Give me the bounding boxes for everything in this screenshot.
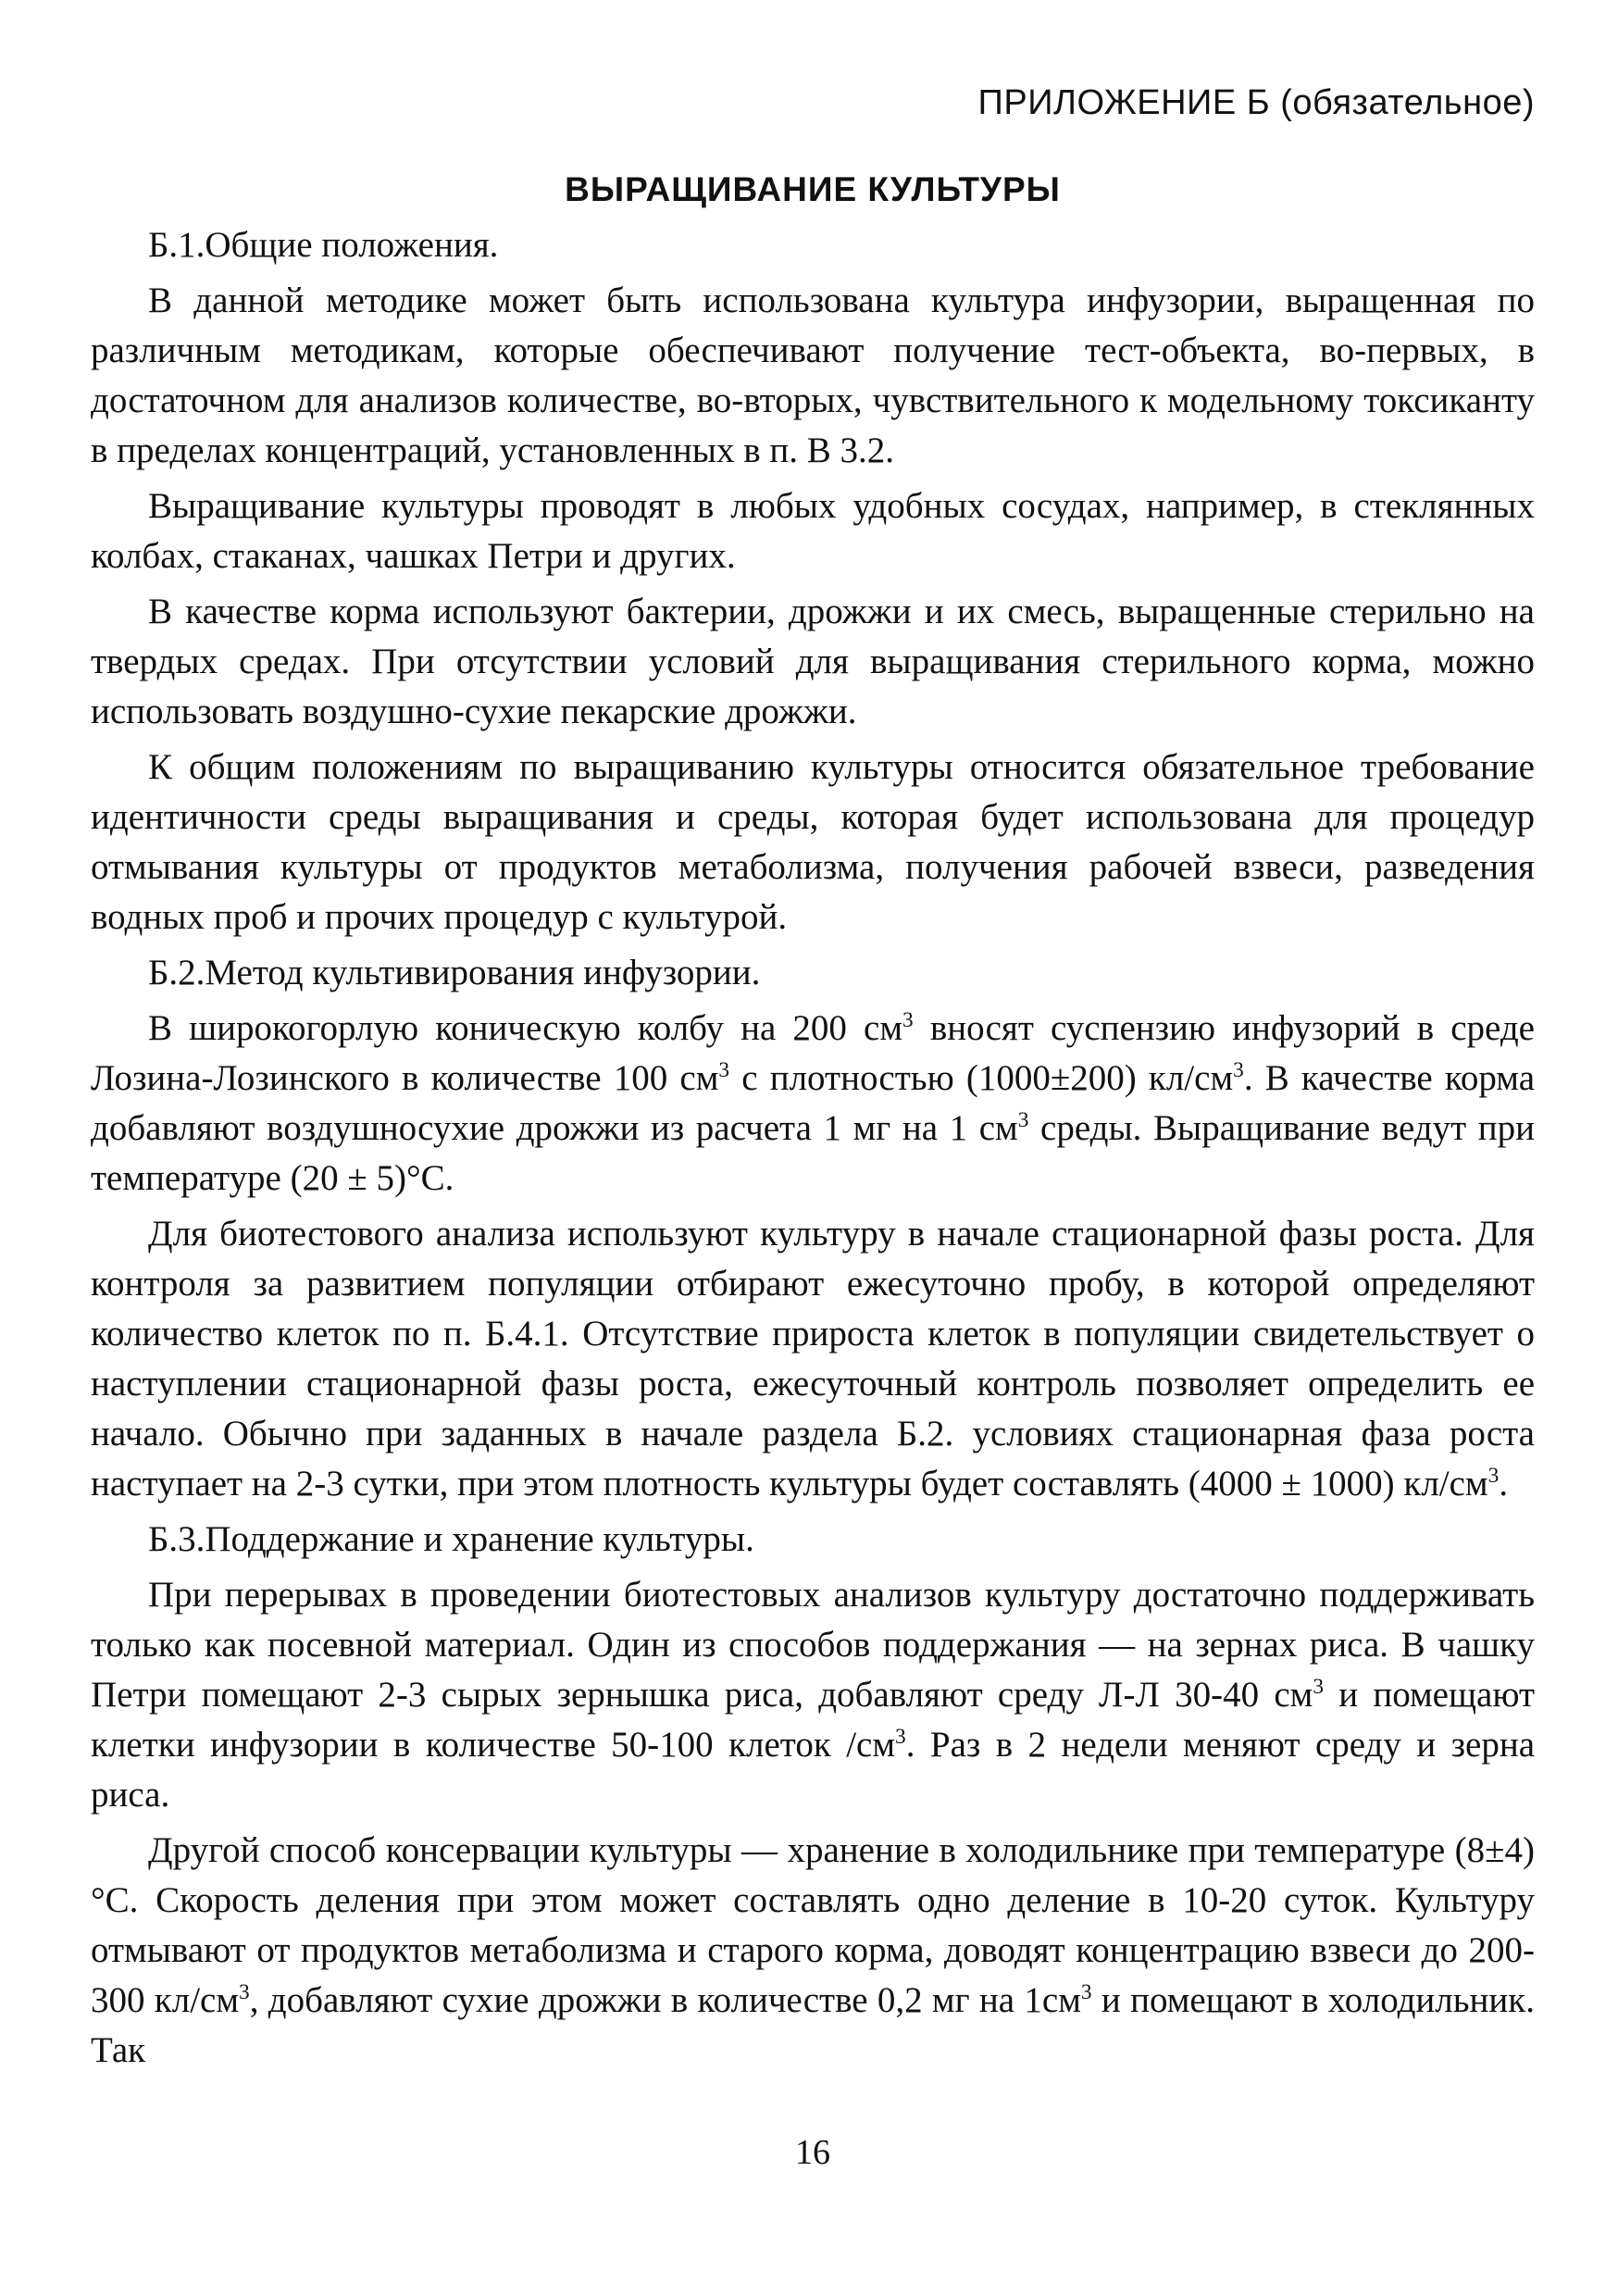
paragraph: Выращивание культуры проводят в любых удобных сосудах, например, в стеклянных колбах, стаканах, чашках Петри и других.: [91, 486, 1535, 576]
superscript: 3: [902, 1008, 914, 1032]
text-run: . Раз в 2 недели меняют среду и зерна риса.: [91, 1725, 1536, 1815]
document-body: [91, 220, 1535, 2081]
text-run: и помещают в холодильник. Так: [91, 1980, 1535, 2070]
text-run: среды. Выращивание ведут при температуре (20 ± 5)°С.: [91, 1108, 1536, 1198]
paragraph: К общим положениям по выращиванию культуры относится обязательное требование идентичности среды выращивания и среды, которая будет использована для процедур отмывания культуры от продуктов метаболизма, получения рабочей взвеси, разведения водных проб и прочих процедур с культурой.: [91, 747, 1535, 937]
text-run: вносят суспензию инфузорий в среде Лозина-Лозинского в количестве 100 см: [91, 1008, 1535, 1098]
superscript: 3: [718, 1058, 730, 1082]
superscript: 3: [1080, 1980, 1092, 2004]
paragraph: [91, 1004, 1535, 1204]
superscript: 3: [1233, 1058, 1244, 1082]
text-run: . В качестве корма добавляют воздушносухие дрожжи из расчета 1 мг на 1 см: [91, 1058, 1535, 1148]
superscript: 3: [239, 1980, 250, 2004]
text-run: , добавляют сухие дрожжи в количестве 0,2 мг на 1см: [249, 1980, 1081, 2020]
paragraph: [91, 1570, 1535, 1820]
text-run: .: [1499, 1464, 1509, 1504]
paragraph: [91, 1209, 1535, 1509]
paragraph: [91, 1826, 1535, 2076]
paragraph: В качестве корма используют бактерии, дрожжи и их смесь, выращенные стерильно на твердых средах. При отсутствии условий для выращивания стерильного корма, можно использовать воздушно-сухие пекарские дрожжи.: [91, 592, 1535, 731]
page-number: 16: [795, 2133, 830, 2172]
superscript: 3: [1017, 1108, 1029, 1132]
superscript: 3: [895, 1725, 906, 1749]
text-run: с плотностью (1000±200) кл/см: [729, 1058, 1234, 1098]
text-run: Другой способ консервации культуры — хранение в холодильнике при температуре (8±4)°С. Скорость деления при этом может составлять одно деление в 10-20 суток. Культуру отмывают от продуктов метаболизма и старого корма, доводят концентрацию взвеси до 200-300 кл/см: [91, 1830, 1535, 2020]
superscript: 3: [1487, 1464, 1500, 1488]
text-run: При перерывах в проведении биотестовых анализов культуру достаточно поддерживать только как посевной материал. Один из способов поддержания — на зернах риса. В чашку Петри помещают 2-3 сырых зернышка риса, добавляют среду Л-Л 30-40 см: [91, 1575, 1535, 1715]
section-heading-b2: Б.2.Метод культивирования инфузории.: [148, 953, 761, 992]
appendix-header: ПРИЛОЖЕНИЕ Б (обязательное): [977, 83, 1535, 122]
section-heading-b1: Б.1.Общие положения.: [148, 225, 499, 265]
section-heading-b3: Б.3.Поддержание и хранение культуры.: [148, 1519, 754, 1559]
superscript: 3: [1313, 1675, 1325, 1699]
paragraph: В данной методике может быть использована культура инфузории, выращенная по различным методикам, которые обеспечивают получение тест-объекта, во-первых, в достаточном для анализов количестве, во-вторых, чувствительного к модельному токсиканту в пределах концентраций, установленных в п. В 3.2.: [91, 281, 1535, 470]
text-run: Для биотестового анализа используют культуру в начале стационарной фазы роста. Для контроля за развитием популяции отбирают ежесуточно пробу, в которой определяют количество клеток по п. Б.4.1. Отсутствие прироста клеток в популяции свидетельствует о наступлении стационарной фазы роста, ежесуточный контроль позволяет определить ее начало. Обычно при заданных в начале раздела Б.2. условиях стационарная фаза роста наступает на 2-3 сутки, при этом плотность культуры будет составлять (4000 ± 1000) кл/см: [91, 1214, 1535, 1504]
text-run: и помещают клетки инфузории в количестве 50-100 клеток /см: [91, 1675, 1535, 1765]
page-title: ВЫРАЩИВАНИЕ КУЛЬТУРЫ: [565, 170, 1061, 208]
text-run: В широкогорлую коническую колбу на 200 см: [148, 1008, 903, 1048]
